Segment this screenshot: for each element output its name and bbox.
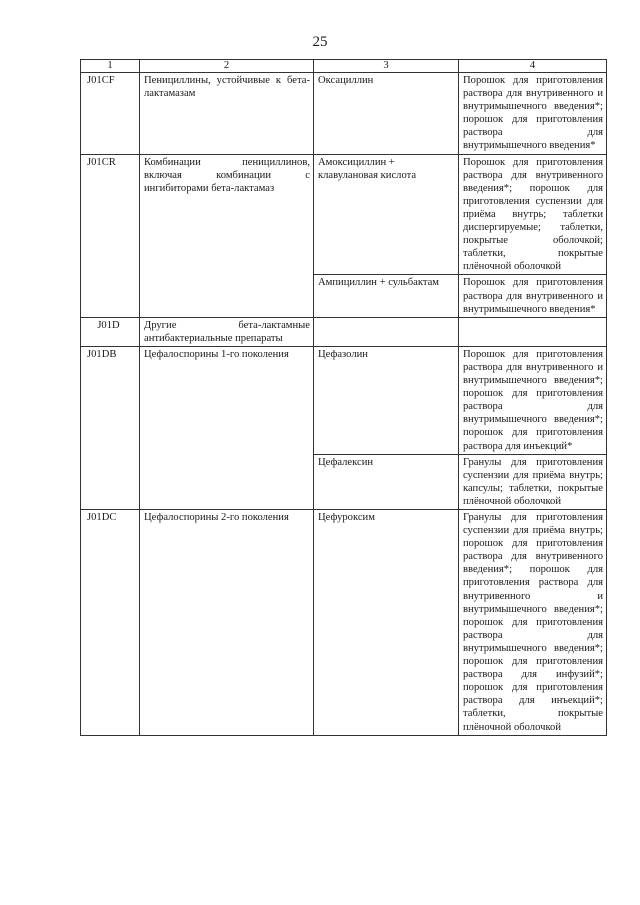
column-header: 1 xyxy=(81,60,140,73)
drug-name xyxy=(314,317,459,346)
drug-name: Цефазолин xyxy=(314,346,459,454)
table-row xyxy=(81,510,607,736)
group-name: Цефалоспорины 2-го поколения xyxy=(140,510,314,736)
atc-code: J01CR xyxy=(81,154,140,317)
drug-name: Ампициллин + сульбактам xyxy=(314,275,459,317)
drug-table xyxy=(80,59,607,736)
atc-code: J01DC xyxy=(81,510,140,736)
dosage-form: Порошок для приготовления раствора для внутривенного и внутримышечного введения* xyxy=(459,275,607,317)
page-number: 25 xyxy=(312,34,328,50)
group-name: Цефалоспорины 1-го поколения xyxy=(140,346,314,509)
drug-name: Амоксициллин + клавулановая кислота xyxy=(314,154,459,275)
atc-code: J01D xyxy=(81,317,140,346)
dosage-form: Гранулы для приготовления суспензии для приёма внутрь; капсулы; таблетки, покрытые плёночной оболочкой xyxy=(459,454,607,509)
column-header: 4 xyxy=(459,60,607,73)
column-header: 3 xyxy=(314,60,459,73)
drug-name: Цефуроксим xyxy=(314,510,459,736)
drug-name: Оксациллин xyxy=(314,73,459,155)
table-row xyxy=(81,73,607,155)
dosage-form xyxy=(459,317,607,346)
atc-code: J01DB xyxy=(81,346,140,509)
dosage-form: Порошок для приготовления раствора для внутривенного введения*; порошок для приготовления суспензии для приёма внутрь; таблетки диспергируемые; таблетки, покрытые оболочкой; таблетки, покрытые плёночной оболочкой xyxy=(459,154,607,275)
column-header: 2 xyxy=(140,60,314,73)
table-header-row xyxy=(81,60,607,73)
table-row xyxy=(81,346,607,454)
dosage-form: Порошок для приготовления раствора для внутривенного и внутримышечного введения*; порошок для приготовления раствора для внутримышечного введения*; порошок для приготовления раствора для инъекций* xyxy=(459,346,607,454)
dosage-form: Гранулы для приготовления суспензии для приёма внутрь; порошок для приготовления раствора для внутривенного введения*; порошок для приготовления раствора для внутривенного и внутримышечного введения*; порошок для приготовления раствора для внутримышечного введения*; порошок для приготовления раствора для инфузий*; порошок для приготовления раствора для инъекций*; таблетки, покрытые плёночной оболочкой xyxy=(459,510,607,736)
dosage-form: Порошок для приготовления раствора для внутривенного и внутримышечного введения*; порошок для приготовления раствора для внутримышечного введения* xyxy=(459,73,607,155)
atc-code: J01CF xyxy=(81,73,140,155)
group-name: Пенициллины, устойчивые к бета-лактамазам xyxy=(140,73,314,155)
group-name: Другие бета-лактамные антибактериальные препараты xyxy=(140,317,314,346)
group-name: Комбинации пенициллинов, включая комбинации с ингибиторами бета-лактамаз xyxy=(140,154,314,317)
table-row xyxy=(81,317,607,346)
drug-name: Цефалексин xyxy=(314,454,459,509)
table-row xyxy=(81,154,607,275)
